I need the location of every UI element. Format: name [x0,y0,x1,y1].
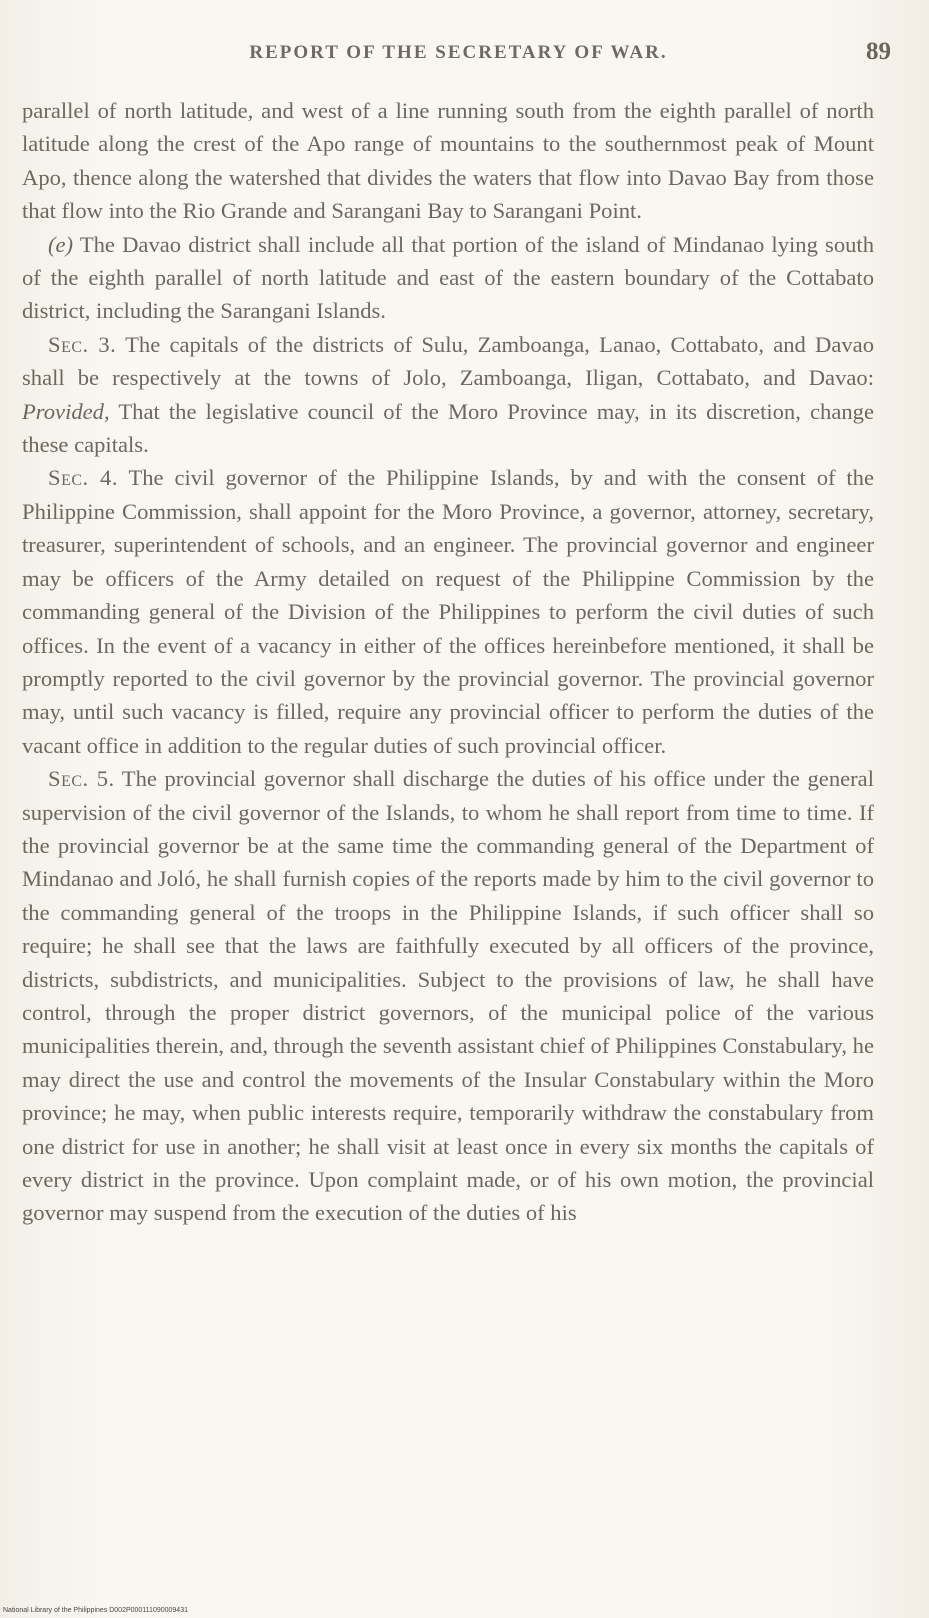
paragraph-davao-district [22,228,874,328]
paragraph-text-continued: That the legislative council of the Moro Province may, in its discretion, change these capitals. [22,398,874,458]
paragraph-text: The Davao district shall include all that portion of the island of Mindanao lying south of the eighth parallel of north latitude and east of the eastern boundary of the Cottabato district, including the Sarangani Islands. [22,231,874,324]
clause-marker: (e) [48,231,74,257]
paragraph-text: The civil governor of the Philippine Islands, by and with the consent of the Philippine Commission, shall appoint for the Moro Province, a governor, attorney, secretary, treasurer, superintendent of schools, and an engineer. The provincial governor and engineer may be officers of the Army detailed on request of the Philippine Commission by the commanding general of the Division of the Philippines to perform the civil duties of such offices. In the event of a vacancy in either of the offices hereinbefore mentioned, it shall be promptly reported to the civil governor by the provincial governor. The provincial governor may, until such vacancy is filled, require any provincial officer to perform the duties of the vacant office in addition to the regular duties of such provincial officer. [22,465,874,758]
page-header [22,38,895,70]
scan-credit: National Library of the Philippines D002P000111090009431 [3,1607,188,1614]
paragraph-text: parallel of north latitude, and west of a line running south from the eighth parallel of north latitude along the crest of the Apo range of mountains to the southernmost peak of Mount Apo, thence along the watershed that divides the waters that flow into Davao Bay from those that flow into the Rio Grande and Sarangani Bay to Sarangani Point. [22,98,874,224]
body-text [22,94,874,1230]
section-heading: Sec. 3. [48,331,117,357]
paragraph-section-4 [22,461,874,762]
paragraph-text: The provincial governor shall discharge the duties of his office under the general supervision of the civil governor of the Islands, to whom he shall report from time to time. If the provincial governor be at the same time the commanding general of the Department of Mindanao and Joló, he shall furnish copies of the reports made by him to the civil governor to the commanding general of the troops in the Philippine Islands, if such officer shall so require; he shall see that the laws are faithfully executed by all officers of the province, districts, subdistricts, and municipalities. Subject to the provisions of law, he shall have control, through the proper district governors, of the municipal police of the various municipalities therein, and, through the seventh assistant chief of Philippines Constabulary, he may direct the use and control the movements of the Insular Constabulary within the Moro province; he may, when public interests require, temporarily withdraw the constabulary from one district for use in another; he shall visit at least once in every six months the capitals of every district in the province. Upon complaint made, or of his own motion, the provincial governor may suspend from the execution of the duties of his [22,766,874,1226]
paragraph-section-5 [22,762,874,1230]
running-title: REPORT OF THE SECRETARY OF WAR. [249,42,668,63]
paragraph-text: The capitals of the districts of Sulu, Zamboanga, Lanao, Cottabato, and Davao shall be respectively at the towns of Jolo, Zamboanga, Iligan, Cottabato, and Davao: [22,331,874,391]
paragraph-section-3 [22,328,874,462]
section-heading: Sec. 5. [48,766,115,792]
page-number: 89 [866,38,891,65]
paragraph-continuation [22,94,874,228]
section-heading: Sec. 4. [48,465,118,491]
italic-proviso: Provided, [22,398,110,424]
